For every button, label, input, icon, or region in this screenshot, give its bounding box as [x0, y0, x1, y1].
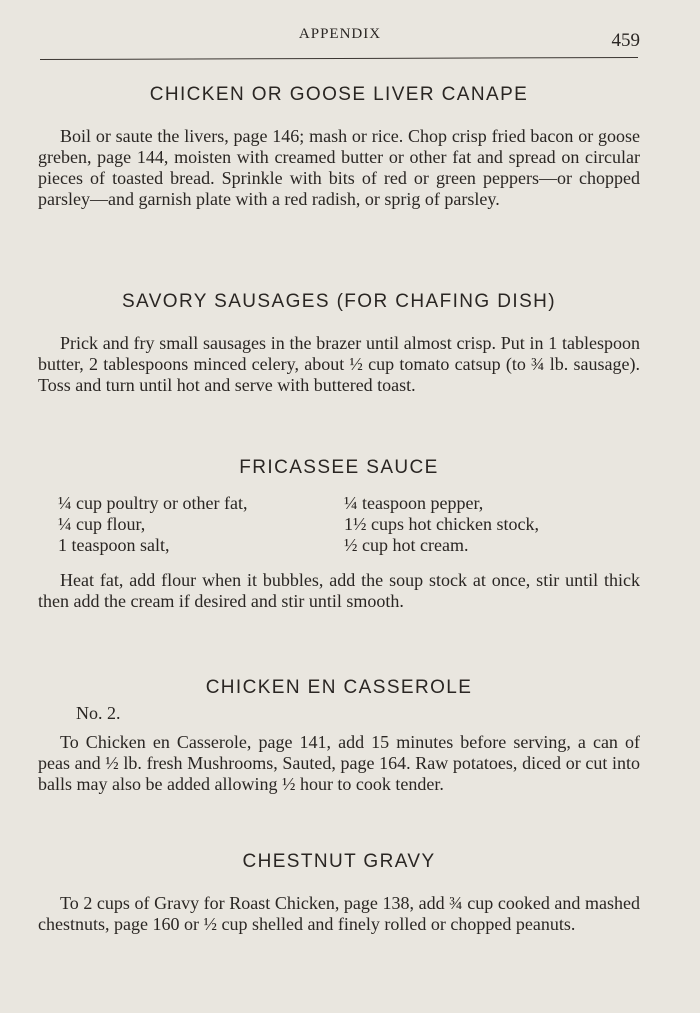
section-fricassee-sauce — [38, 457, 640, 612]
section-body: Prick and fry small sausages in the brazer until almost crisp. Put in 1 tablespoon butter, 2 tablespoons minced celery, about ½ cup tomato catsup (to ¾ lb. sausage). Toss and turn until hot and serve with buttered toast. — [38, 333, 640, 395]
running-head: APPENDIX — [298, 26, 382, 42]
section-liver-canape — [38, 84, 640, 210]
ingredient-item: ¼ teaspoon pepper, — [344, 493, 484, 513]
ingredient-item: ¼ cup poultry or other fat, — [58, 493, 248, 513]
ingredient-item: 1 teaspoon salt, — [58, 535, 170, 555]
section-chestnut-gravy — [38, 851, 640, 935]
section-title: FRICASSEE SAUCE — [239, 457, 439, 478]
section-body: Heat fat, add flour when it bubbles, add the soup stock at once, stir until thick then add the cream if desired and stir until smooth. — [38, 570, 640, 611]
ingredient-item: ½ cup hot cream. — [344, 535, 469, 555]
ingredient-item: ¼ cup flour, — [58, 514, 146, 534]
section-title: CHESTNUT GRAVY — [242, 851, 436, 872]
section-title: CHICKEN OR GOOSE LIVER CANAPE — [149, 84, 529, 105]
section-savory-sausages — [38, 291, 640, 396]
page-header — [40, 26, 640, 56]
section-chicken-en-casserole — [38, 677, 640, 795]
section-title: CHICKEN EN CASSEROLE — [205, 677, 473, 698]
section-body: Boil or saute the livers, page 146; mash or rice. Chop crisp fried bacon or goose greben, page 144, moisten with creamed butter or other fat and spread on circular pieces of toasted bread. Sprinkle with bits of red or green peppers—or chopped parsley—and garnish plate with a red radish, or sprig of parsley. — [38, 126, 640, 209]
page-number: 459 — [611, 30, 640, 51]
ingredient-list — [38, 493, 640, 556]
header-rule — [40, 57, 638, 60]
section-subtitle: No. 2. — [76, 703, 121, 723]
section-title: SAVORY SAUSAGES (FOR CHAFING DISH) — [121, 291, 556, 312]
ingredient-item: 1½ cups hot chicken stock, — [344, 514, 539, 534]
section-body: To 2 cups of Gravy for Roast Chicken, page 138, add ¾ cup cooked and mashed chestnuts, page 160 or ½ cup shelled and finely rolled or chopped peanuts. — [38, 893, 640, 934]
section-body: To Chicken en Casserole, page 141, add 15 minutes before serving, a can of peas and ½ lb. fresh Mushrooms, Sauted, page 164. Raw potatoes, diced or cut into balls may also be added allowing ½ hour to cook tender. — [38, 732, 640, 794]
